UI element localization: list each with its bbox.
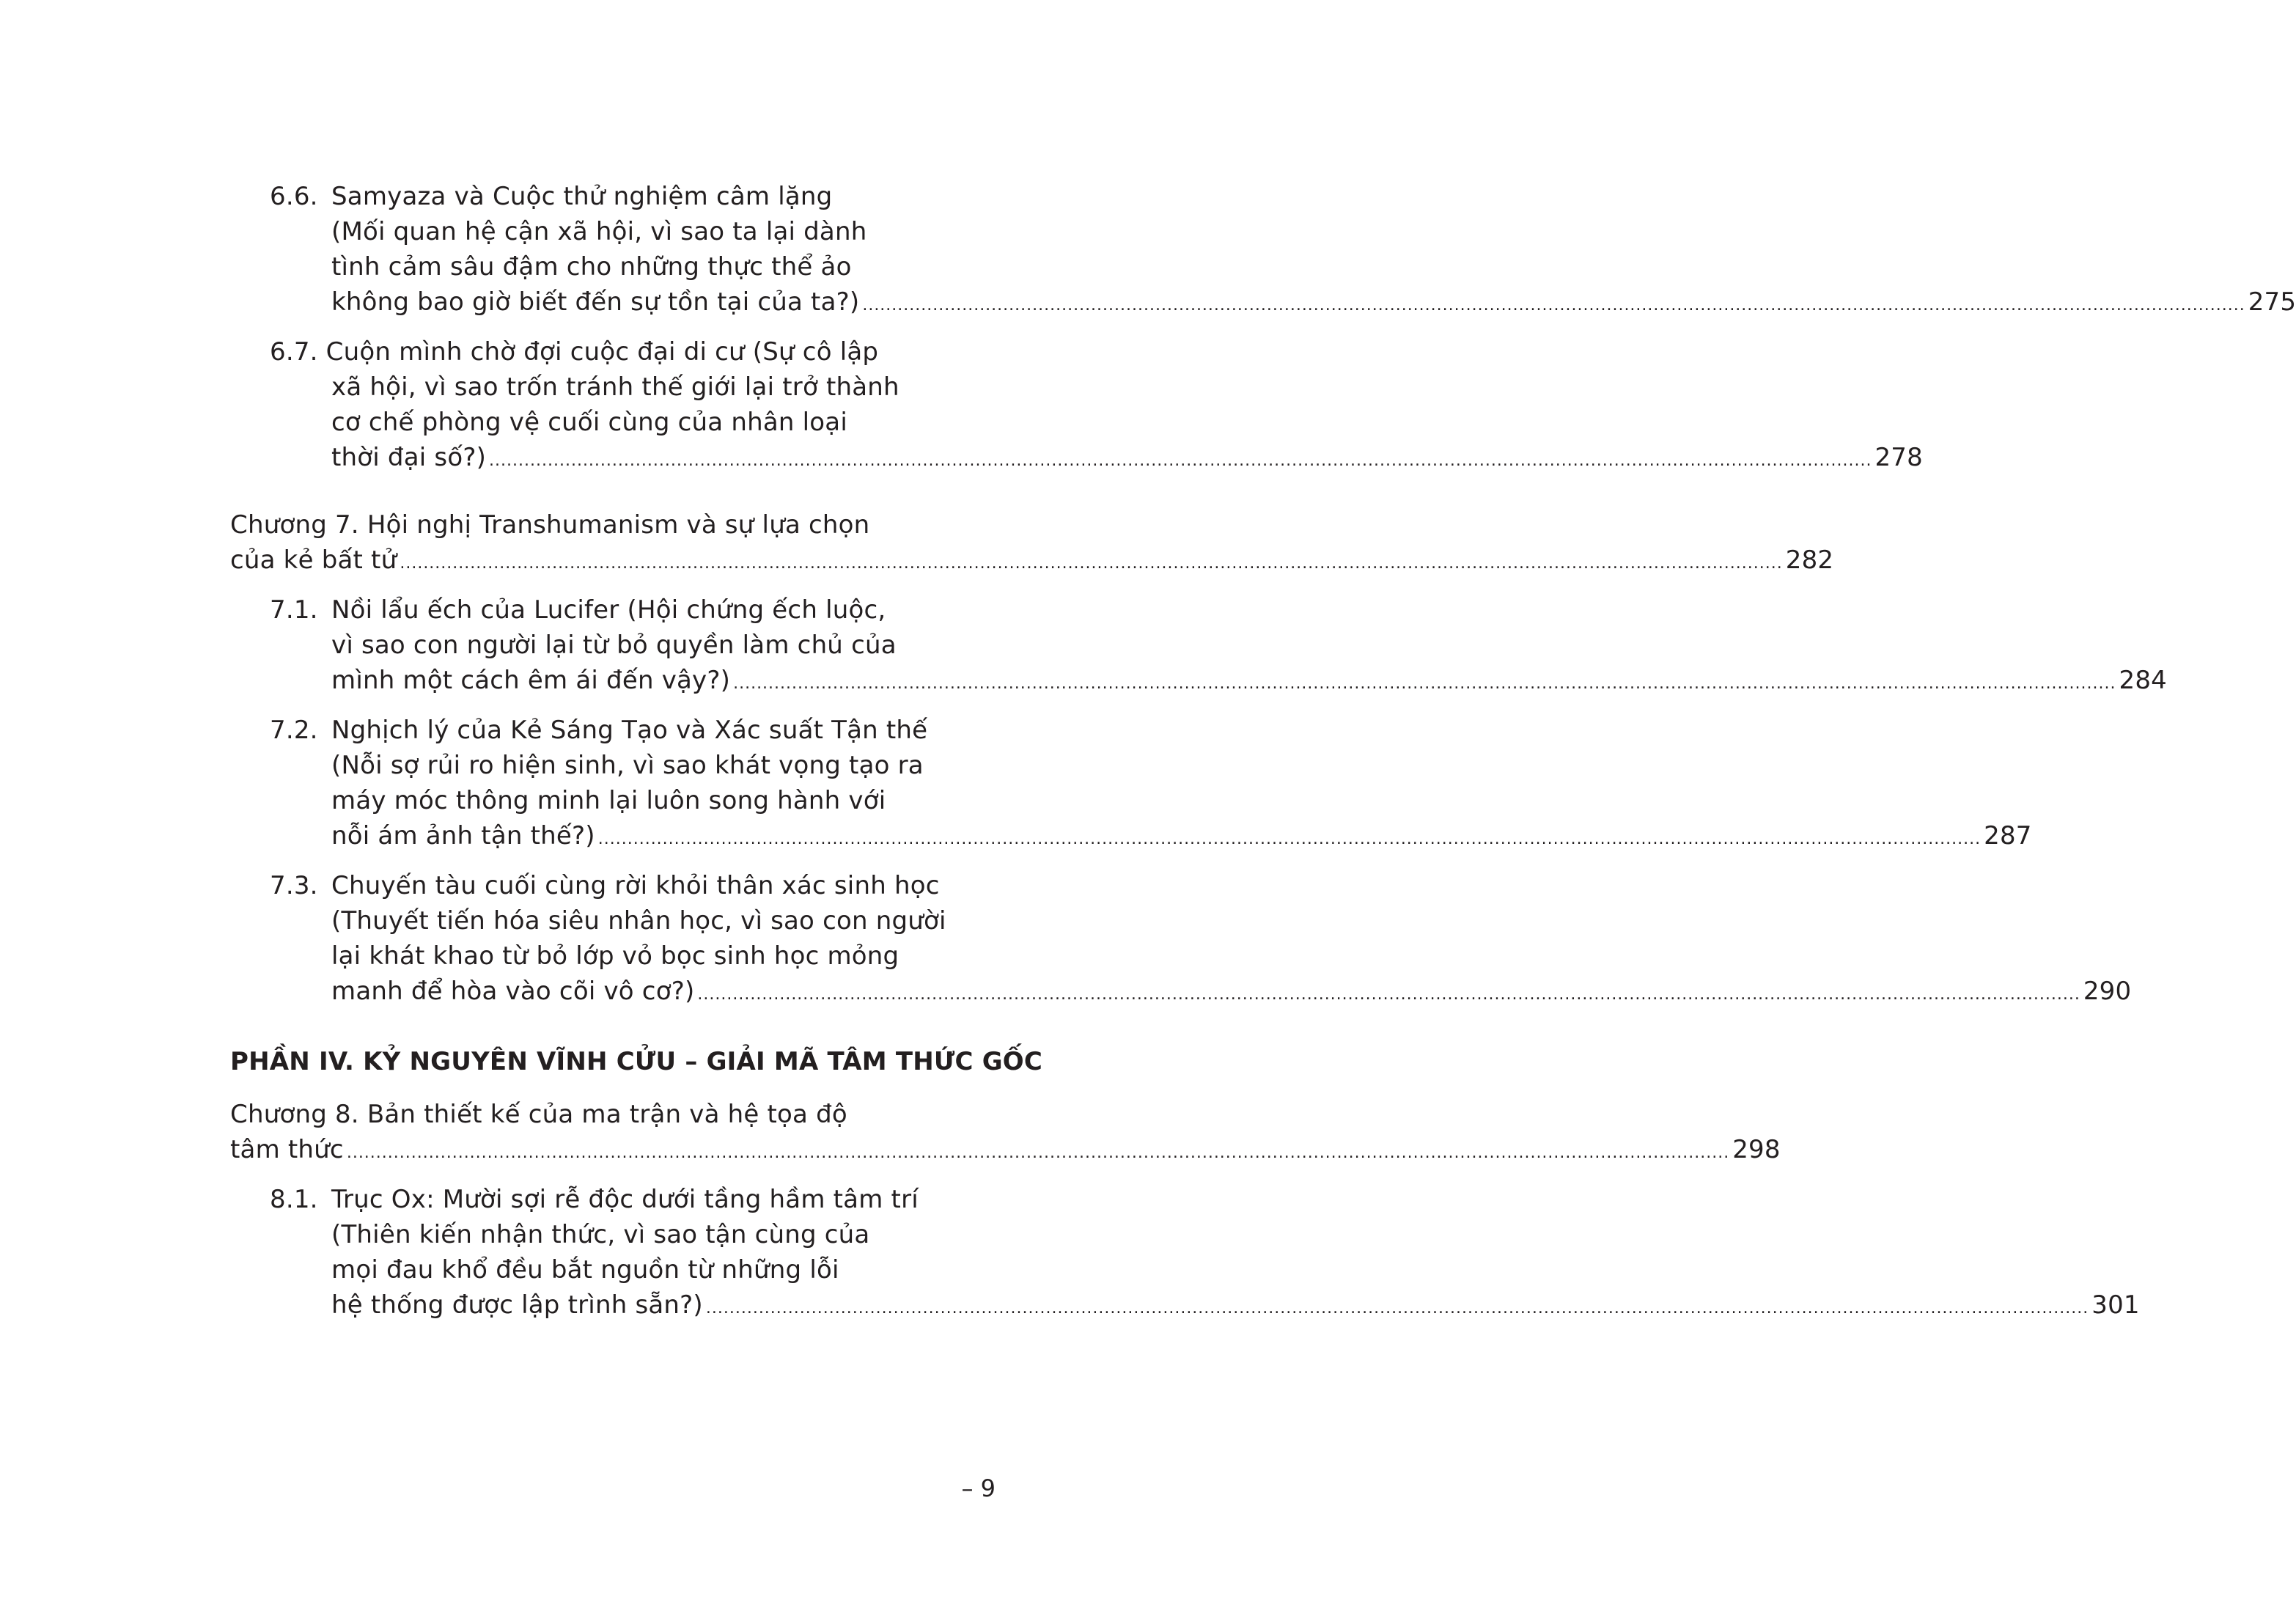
toc-entry-line: không bao giờ biết đến sự tồn tại của ta?)	[331, 287, 860, 317]
toc-entry-number: 7.3.	[270, 871, 318, 900]
toc-page-number: 301	[2091, 1290, 2140, 1320]
toc-entry-line: 6.7. Cuộn mình chờ đợi cuộc đại di cư (Sự cô lập	[270, 337, 879, 367]
toc-entry-line: tình cảm sâu đậm cho những thực thể ảo	[331, 252, 852, 282]
toc-entry-line: (Thiên kiến nhận thức, vì sao tận cùng của	[331, 1220, 870, 1249]
toc-entry-line: mình một cách êm ái đến vậy?)	[331, 666, 731, 695]
toc-entry-line: cơ chế phòng vệ cuối cùng của nhân loại	[331, 408, 847, 437]
dot-leader: ............................................................................................................................................................................................................................................	[597, 830, 1982, 848]
toc-entry-line: của kẻ bất tử	[230, 545, 397, 575]
toc-entry-line: nỗi ám ảnh tận thế?)	[331, 821, 595, 850]
toc-entry-line: lại khát khao từ bỏ lớp vỏ bọc sinh học mỏng	[331, 941, 899, 971]
toc-entry-line: Samyaza và Cuộc thử nghiệm câm lặng	[331, 182, 833, 211]
toc-page-number: 278	[1874, 443, 1923, 472]
toc-entry-line: Nồi lẩu ếch của Lucifer (Hội chứng ếch luộc,	[331, 595, 886, 625]
toc-entry-line: máy móc thông minh lại luôn song hành với	[331, 786, 886, 815]
toc-entry-line: xã hội, vì sao trốn tránh thế giới lại trở thành	[331, 372, 899, 402]
toc-entry-line: Nghịch lý của Kẻ Sáng Tạo và Xác suất Tận thế	[331, 716, 928, 745]
toc-entry-line: Chuyến tàu cuối cùng rời khỏi thân xác sinh học	[331, 871, 940, 900]
dot-leader: ............................................................................................................................................................................................................................................	[697, 985, 2080, 1004]
toc-page-number: 287	[1984, 821, 2032, 850]
toc-page-number: 282	[1785, 545, 1834, 575]
toc-entry-line: thời đại số?)	[331, 443, 487, 472]
toc-entry-line: Trục Ox: Mười sợi rễ độc dưới tầng hầm tâm trí	[331, 1185, 919, 1214]
toc-entry-number: 6.6.	[270, 182, 318, 211]
toc-page-number: 284	[2119, 666, 2167, 695]
dot-leader: ............................................................................................................................................................................................................................................	[705, 1299, 2089, 1318]
toc-entry-line: (Nỗi sợ rủi ro hiện sinh, vì sao khát vọng tạo ra	[331, 751, 924, 780]
dot-leader: ............................................................................................................................................................................................................................................	[400, 554, 1783, 573]
toc-entry-number: 7.2.	[270, 716, 318, 745]
toc-entry-line: Chương 8. Bản thiết kế của ma trận và hệ tọa độ	[230, 1100, 847, 1129]
dot-leader: ............................................................................................................................................................................................................................................	[346, 1144, 1730, 1162]
toc-entry-line: tâm thức	[230, 1135, 344, 1164]
toc-entry-line: Chương 7. Hội nghị Transhumanism và sự lựa chọn	[230, 510, 870, 540]
toc-entry-number: 7.1.	[270, 595, 318, 625]
toc-entry-line: (Mối quan hệ cận xã hội, vì sao ta lại dành	[331, 217, 867, 246]
toc-entry-line: vì sao con người lại từ bỏ quyền làm chủ của	[331, 631, 897, 660]
toc-entry-line: hệ thống được lập trình sẵn?)	[331, 1290, 703, 1320]
toc-entry-line: (Thuyết tiến hóa siêu nhân học, vì sao con người	[331, 906, 946, 936]
toc-page-number: 298	[1732, 1135, 1781, 1164]
toc-page-number: 290	[2083, 977, 2132, 1006]
toc-page-number: 275	[2248, 287, 2296, 317]
page-number: – 9	[961, 1474, 996, 1502]
toc-entry-line: mọi đau khổ đều bắt nguồn từ những lỗi	[331, 1255, 839, 1285]
toc-entry-number: 8.1.	[270, 1185, 318, 1214]
dot-leader: ............................................................................................................................................................................................................................................	[489, 452, 1872, 470]
dot-leader: ............................................................................................................................................................................................................................................	[733, 675, 2116, 693]
part-heading: PHẦN IV. KỶ NGUYÊN VĨNH CỬU – GIẢI MÃ TÂM THỨC GỐC	[230, 1047, 1043, 1076]
dot-leader: ............................................................................................................................................................................................................................................	[862, 296, 2245, 315]
toc-entry-line: manh để hòa vào cõi vô cơ?)	[331, 977, 695, 1006]
